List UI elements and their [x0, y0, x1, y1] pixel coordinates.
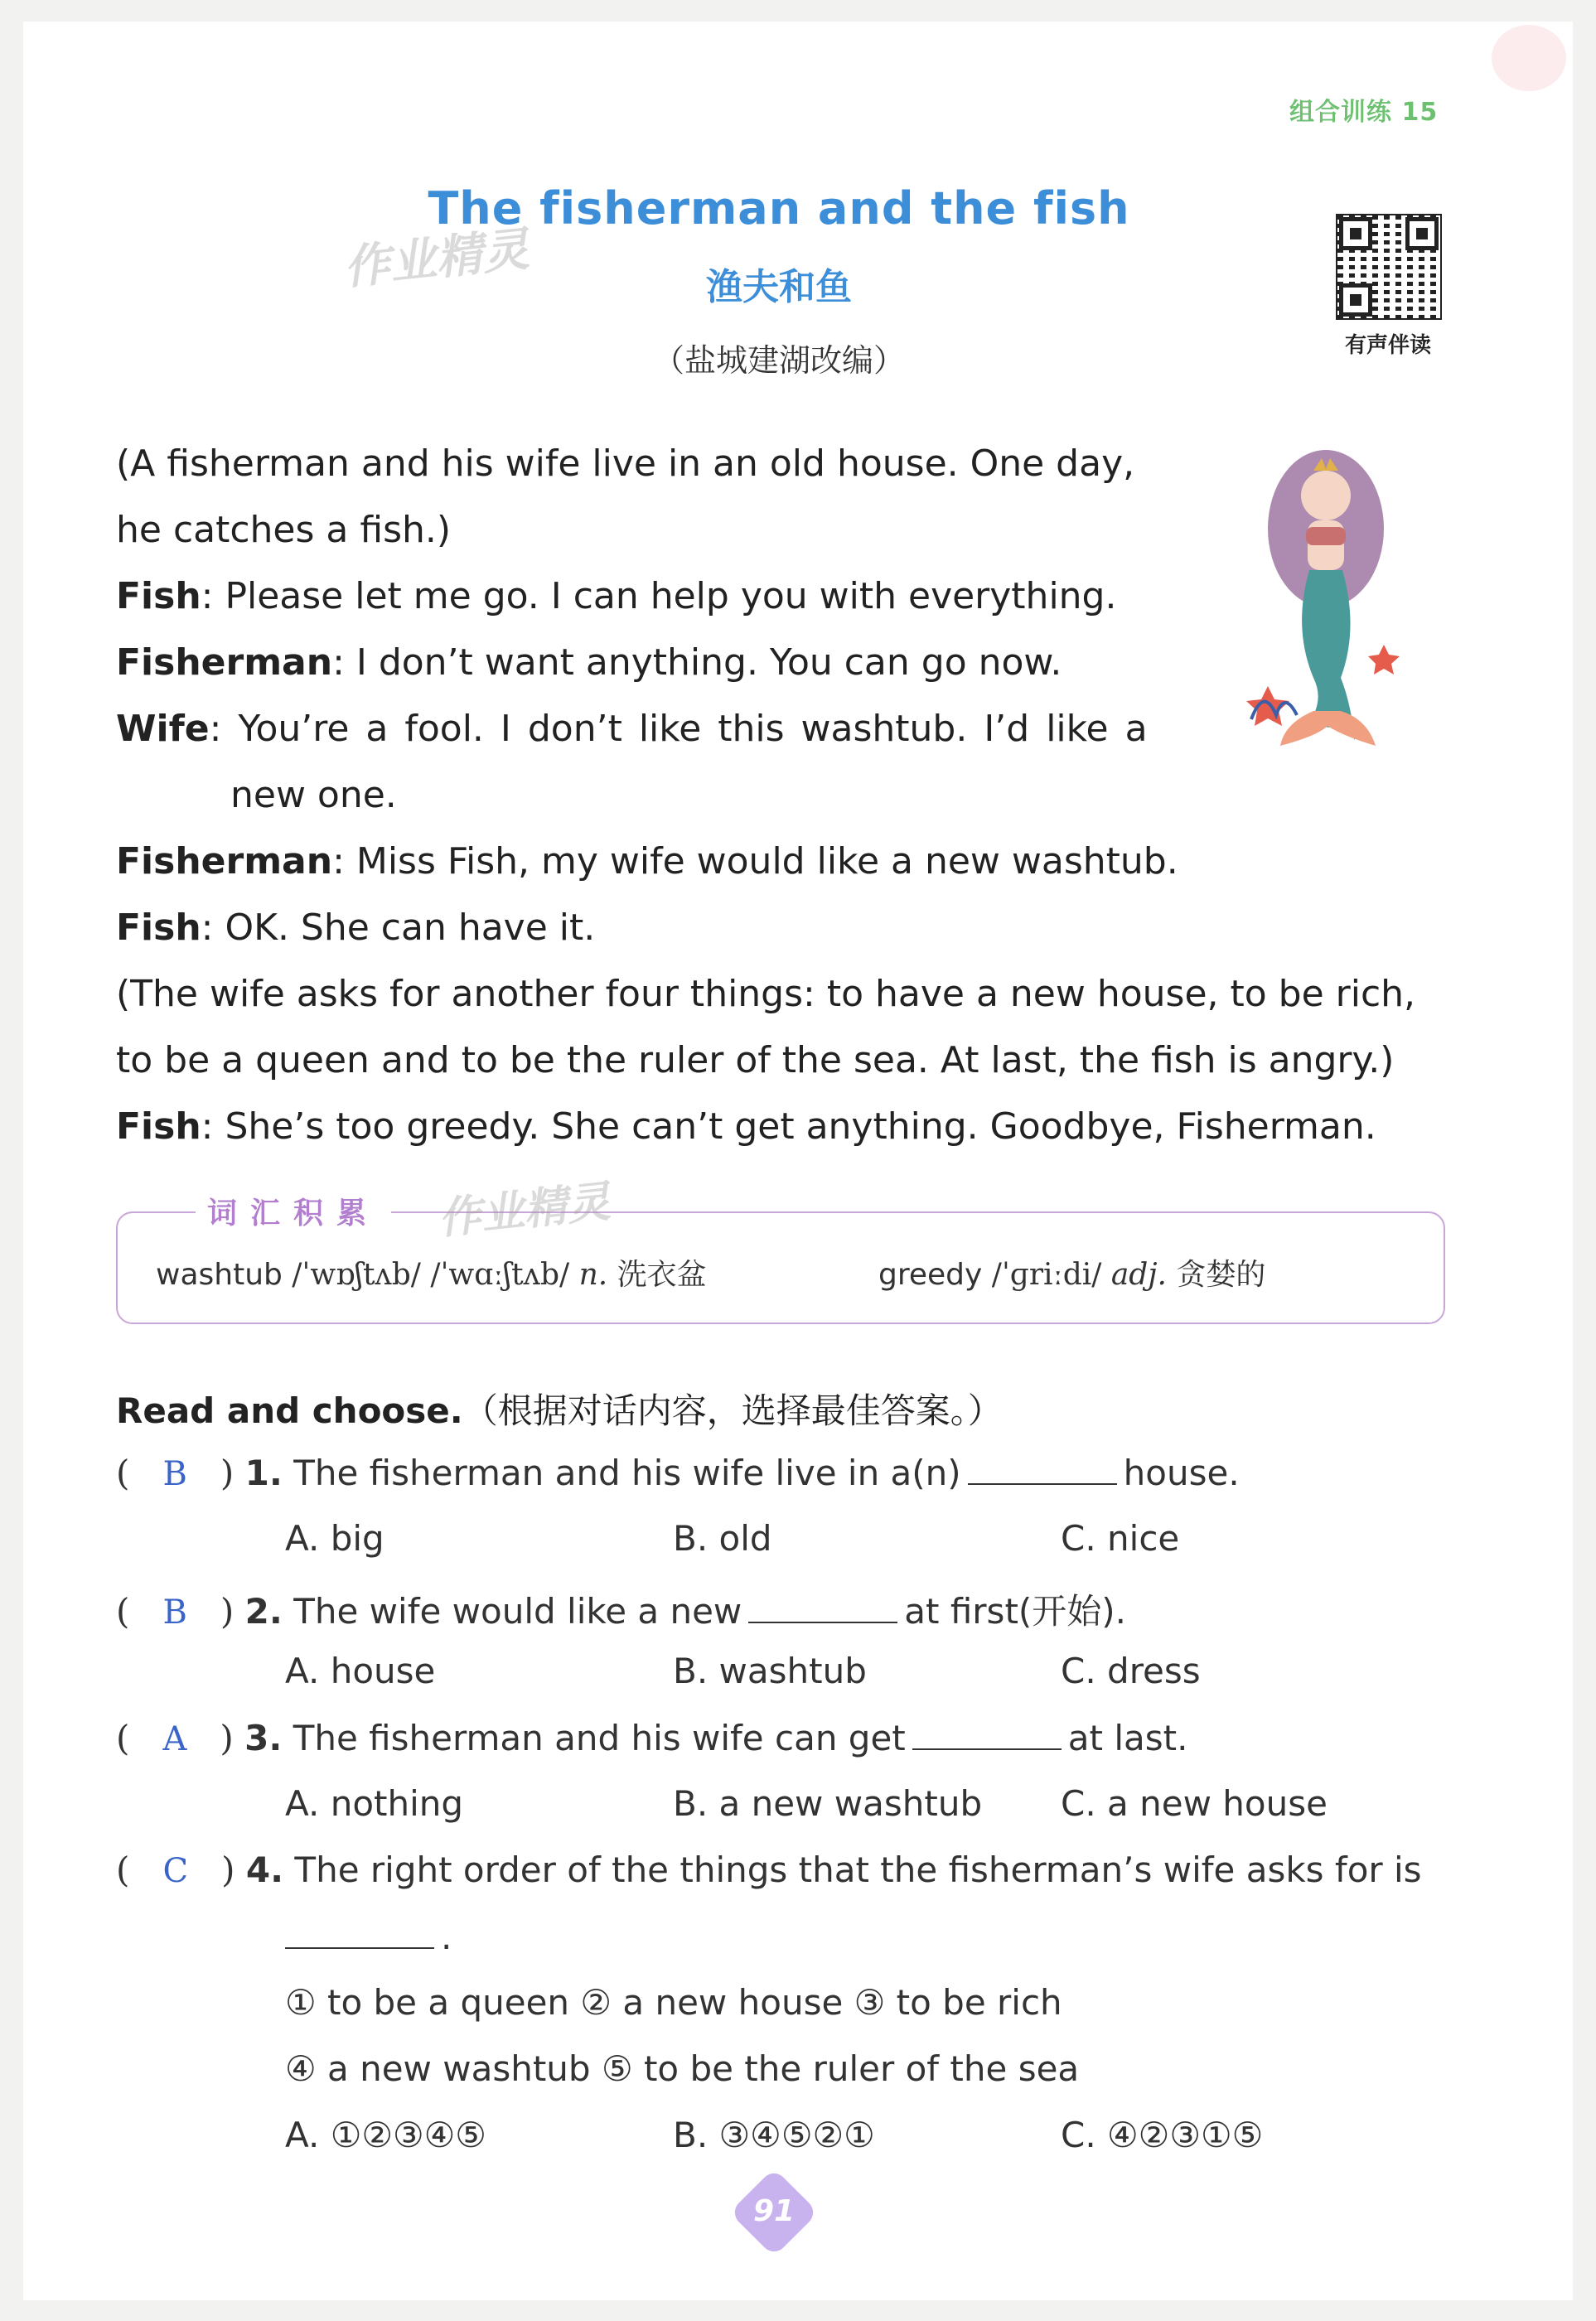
vocab-word: washtub — [156, 1258, 283, 1292]
option-a[interactable]: A. ①②③④⑤ — [285, 2115, 486, 2155]
answer-blank[interactable] — [285, 1916, 434, 1949]
dialogue-line-continued: new one. — [230, 774, 397, 816]
option-b[interactable]: B. ③④⑤②① — [673, 2115, 875, 2155]
source-note: （盐城建湖改编） — [652, 342, 905, 379]
question-text: The fisherman and his wife live in a(n) — [293, 1453, 961, 1493]
dialogue-line — [116, 829, 1442, 895]
decorative-blob — [1492, 25, 1566, 91]
question-text: at last. — [1067, 1718, 1188, 1758]
section-tag: 组合训练 15 — [1289, 98, 1439, 127]
vocab-meaning: 洗衣盆 — [607, 1258, 707, 1292]
option-b[interactable]: B. old — [673, 1518, 772, 1559]
option-b[interactable]: B. washtub — [673, 1651, 867, 1691]
vocab-pos: n. — [578, 1258, 608, 1292]
dialogue-line — [116, 563, 1442, 630]
task-instruction — [116, 1384, 1003, 1434]
option-b[interactable]: B. a new washtub — [673, 1783, 983, 1824]
question-4: ( C ) 4. The right order of the things that the fisherman’s wife asks for is — [116, 1850, 1422, 1890]
question-text: house. — [1123, 1453, 1240, 1493]
speaker: Fish — [116, 575, 201, 617]
option-a[interactable]: A. house — [285, 1651, 436, 1691]
question-text: The wife would like a new — [293, 1591, 742, 1632]
option-a[interactable]: A. nothing — [285, 1783, 464, 1824]
question-4-blank-line: . — [285, 1916, 452, 1957]
option-c[interactable]: C. nice — [1061, 1518, 1180, 1559]
line-text: : Please let me go. I can help you with everything. — [201, 575, 1117, 617]
question-3: ( A ) 3. The fisherman and his wife can get at last. — [116, 1718, 1188, 1758]
question-text: The fisherman and his wife can get — [293, 1718, 906, 1758]
dialogue-line — [116, 1094, 1442, 1160]
vocab-item-greedy — [878, 1251, 1265, 1293]
watermark-top: 作业精灵 — [341, 222, 532, 296]
page-subtitle: 渔夫和鱼 — [706, 266, 852, 308]
question-2: ( B ) 2. The wife would like a new at first(开始). — [116, 1591, 1127, 1632]
vocab-title: 词汇积累 — [196, 1190, 391, 1232]
answer-blank[interactable] — [968, 1452, 1117, 1485]
dialogue-line — [116, 630, 1442, 696]
speaker: Fish — [116, 1105, 201, 1148]
vocab-word: greedy — [878, 1258, 983, 1292]
dialogue-line — [116, 696, 1442, 762]
order-items-line-1: ① to be a queen ② a new house ③ to be rich — [285, 1982, 1062, 2023]
story-narration-line: to be a queen and to be the ruler of the sea. At last, the fish is angry.) — [116, 1039, 1395, 1081]
vocab-phonetic: /ˈɡriːdi/ — [982, 1258, 1111, 1292]
option-c[interactable]: C. ④②③①⑤ — [1061, 2115, 1264, 2155]
answer-blank[interactable] — [748, 1590, 897, 1623]
speaker: Fish — [116, 907, 201, 949]
line-text: : Miss Fish, my wife would like a new washtub. — [332, 840, 1178, 882]
vocab-phonetic: /ˈwɒʃtʌb/ /ˈwɑːʃtʌb/ — [282, 1258, 579, 1292]
question-text: at first(开始). — [904, 1591, 1127, 1632]
option-c[interactable]: C. dress — [1061, 1651, 1201, 1691]
speaker: Fisherman — [116, 641, 333, 684]
story-dialogue — [116, 431, 1442, 1160]
order-items-line-2: ④ a new washtub ⑤ to be the ruler of the sea — [285, 2048, 1080, 2089]
qr-code-icon[interactable] — [1336, 214, 1442, 320]
story-intro-line: he catches a fish.) — [116, 509, 452, 551]
answer-blank[interactable] — [912, 1717, 1062, 1750]
line-text: : I don’t want anything. You can go now. — [332, 641, 1062, 684]
task-instruction-cn: （根据对话内容，选择最佳答案。） — [462, 1390, 1003, 1431]
qr-caption: 有声伴读 — [1344, 333, 1431, 358]
question-text: The right order of the things that the fisherman’s wife asks for is — [294, 1850, 1422, 1890]
vocab-pos: adj. — [1110, 1258, 1167, 1292]
vocab-meaning: 贪婪的 — [1166, 1258, 1266, 1292]
dialogue-line — [116, 895, 1442, 961]
answer-4[interactable]: C — [162, 1852, 189, 1890]
page-number: 91 — [752, 2194, 796, 2228]
question-1: ( B ) 1. The fisherman and his wife live in a(n) house. — [116, 1453, 1240, 1493]
line-text: : You’re a fool. I don’t like this washtub. I’d like a — [209, 708, 1148, 750]
page-title: The fisherman and the fish — [428, 182, 1130, 235]
line-text: : She’s too greedy. She can’t get anything. Goodbye, Fisherman. — [201, 1105, 1376, 1148]
answer-1[interactable]: B — [162, 1455, 187, 1493]
vocab-item-washtub — [156, 1251, 707, 1293]
story-narration-line: (The wife asks for another four things: to have a new house, to be rich, — [116, 973, 1416, 1015]
option-c[interactable]: C. a new house — [1061, 1783, 1328, 1824]
option-a[interactable]: A. big — [285, 1518, 384, 1559]
answer-3[interactable]: A — [162, 1720, 187, 1758]
story-intro-line: (A fisherman and his wife live in an old house. One day, — [116, 442, 1135, 485]
line-text: : OK. She can have it. — [201, 907, 596, 949]
speaker: Fisherman — [116, 840, 333, 882]
speaker: Wife — [116, 708, 210, 750]
answer-2[interactable]: B — [162, 1593, 187, 1632]
watermark-vocab: 作业精灵 — [436, 1177, 613, 1245]
task-instruction-en: Read and choose. — [116, 1390, 463, 1431]
